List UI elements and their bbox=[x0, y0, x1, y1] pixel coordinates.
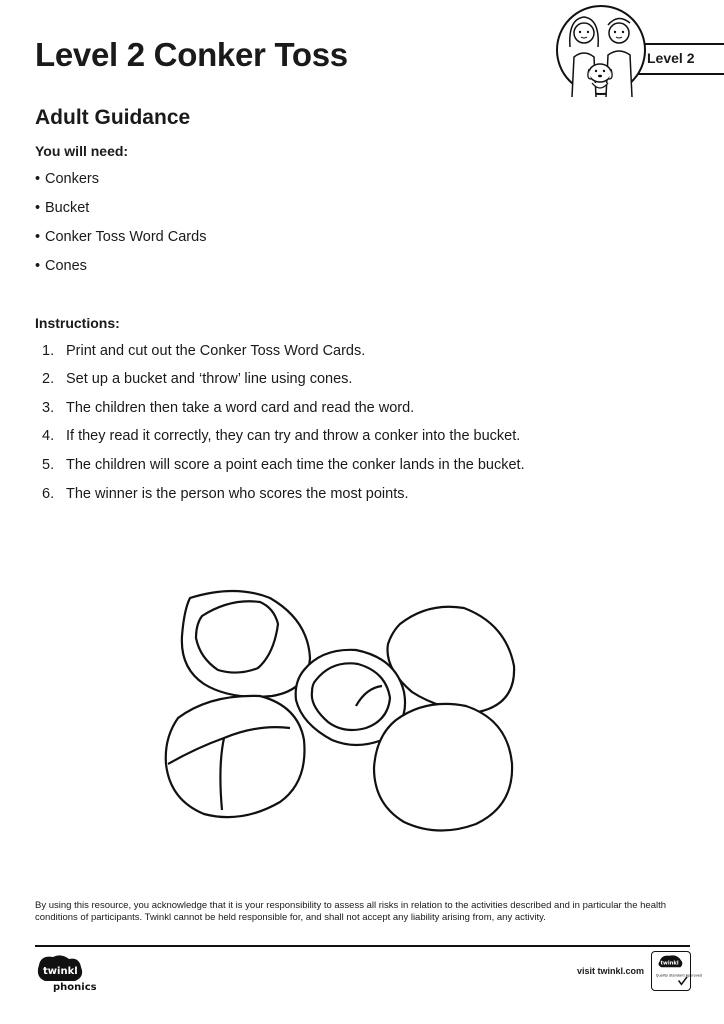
instruction-step: 6. The winner is the person who scores the most points. bbox=[42, 486, 409, 502]
twinkl-phonics-logo bbox=[35, 955, 105, 995]
list-item: • Bucket bbox=[35, 200, 90, 216]
instructions-heading: Instructions: bbox=[35, 315, 120, 331]
conker-icon bbox=[388, 607, 515, 712]
bullet-icon: • bbox=[35, 200, 41, 216]
list-item: • Cones bbox=[35, 258, 87, 274]
conkers-illustration bbox=[160, 588, 530, 848]
conker-icon bbox=[166, 696, 305, 817]
children-illustration-icon bbox=[558, 7, 648, 97]
level-label: Level 2 bbox=[647, 50, 695, 66]
visit-link[interactable]: visit twinkl.com bbox=[577, 966, 645, 976]
characters-avatar bbox=[556, 5, 646, 95]
bullet-icon: • bbox=[35, 171, 41, 187]
instruction-step: 4. If they read it correctly, they can try and throw a conker into the bucket. bbox=[42, 428, 521, 444]
instruction-step: 5. The children will score a point each time the conker lands in the bucket. bbox=[42, 457, 525, 473]
logo-bottom-text: phonics bbox=[53, 982, 97, 993]
instruction-step: 3. The children then take a word card and read the word. bbox=[42, 400, 415, 416]
logo-top-text: twinkl bbox=[43, 966, 78, 977]
instruction-step: 1. Print and cut out the Conker Toss Word Cards. bbox=[42, 343, 366, 359]
quality-bottom-text: Quality Standard Approved bbox=[655, 973, 702, 978]
bullet-icon: • bbox=[35, 229, 41, 245]
instruction-step: 2. Set up a bucket and ‘throw’ line using cones. bbox=[42, 371, 353, 387]
list-item: • Conkers bbox=[35, 171, 99, 187]
checkmark-icon bbox=[679, 977, 688, 985]
you-will-need-heading: You will need: bbox=[35, 143, 129, 159]
footer-divider bbox=[35, 945, 690, 947]
quality-top-text: twinkl bbox=[660, 960, 679, 967]
disclaimer-text: By using this resource, you acknowledge that it is your responsibility to assess all risks in relation to the activities described and in particular the health conditions of participants. Twinkl cannot be held responsible for, and shall not accept any liability arising from, any activity. bbox=[35, 900, 667, 923]
quality-standard-badge bbox=[651, 951, 702, 991]
section-heading: Adult Guidance bbox=[35, 106, 191, 129]
page-title: Level 2 Conker Toss bbox=[35, 36, 348, 73]
conker-icon bbox=[374, 704, 512, 831]
bullet-icon: • bbox=[35, 258, 41, 274]
list-item: • Conker Toss Word Cards bbox=[35, 229, 207, 245]
